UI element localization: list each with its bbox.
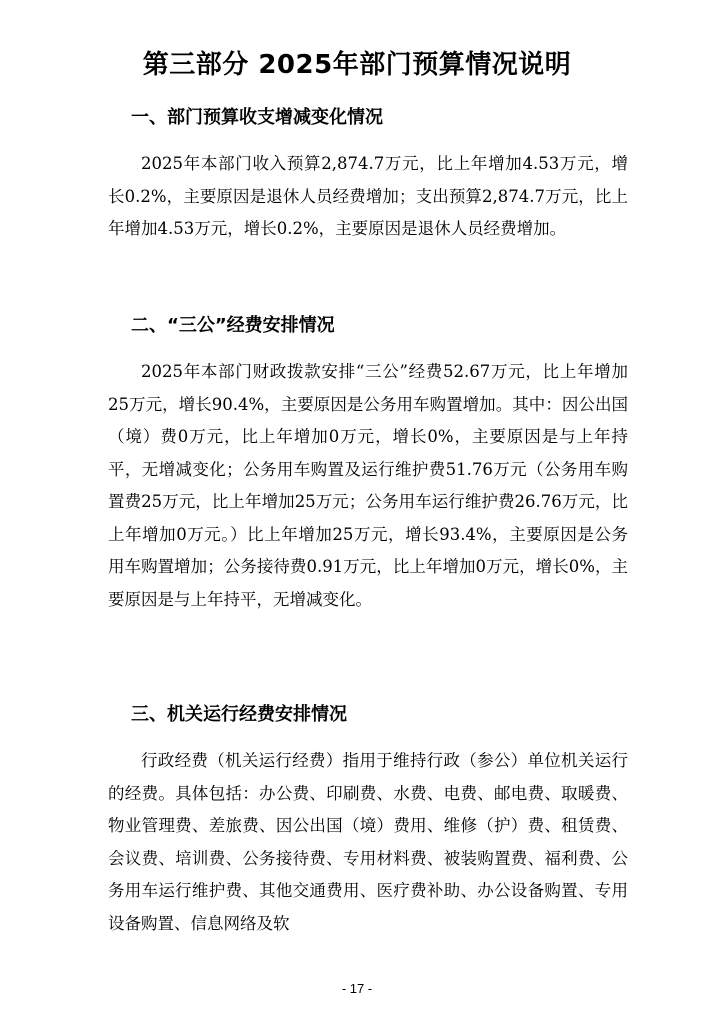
section-heading-budget-changes: 一、部门预算收支增减变化情况 [131, 107, 383, 128]
paragraph-operating-expenses: 行政经费（机关运行经费）指用于维持行政（参公）单位机关运行的经费。具体包括：办公费、印刷费、水费、电费、邮电费、取暖费、物业管理费、差旅费、因公出国（境）费用、维修（护）费、租赁费、会议费、培训费、公务接待费、专用材料费、被装购置费、福利费、公务用车运行维护费、其他交通费用、医疗费补助、办公设备购置、专用设备购置、信息网络及软 [108, 751, 628, 933]
section-heading-operating-expenses: 三、机关运行经费安排情况 [131, 704, 347, 725]
paragraph-budget-changes: 2025年本部门收入预算2,874.7万元，比上年增加4.53万元，增长0.2%，主要原因是退休人员经费增加；支出预算2,874.7万元，比上年增加4.53万元，增长0.2%，主要原因是退休人员经费增加。 [108, 154, 628, 238]
paragraph-three-public-expenses: 2025年本部门财政拨款安排“三公”经费52.67万元，比上年增加25万元，增长90.4%，主要原因是公务用车购置增加。其中：因公出国（境）费0万元，比上年增加0万元，增长0%，主要原因是与上年持平，无增减变化；公务用车购置及运行维护费51.76万元（公务用车购置费25万元，比上年增加25万元；公务用车运行维护费26.76万元，比上年增加0万元。）比上年增加25万元，增长93.4%，主要原因是公务用车购置增加；公务接待费0.91万元，比上年增加0万元，增长0%，主要原因是与上年持平，无增减变化。 [108, 362, 628, 609]
section-heading-three-public-expenses: 二、“三公”经费安排情况 [131, 315, 335, 336]
page-title: 第三部分 2025年部门预算情况说明 [142, 50, 572, 80]
page-number: - 17 - [341, 981, 373, 996]
